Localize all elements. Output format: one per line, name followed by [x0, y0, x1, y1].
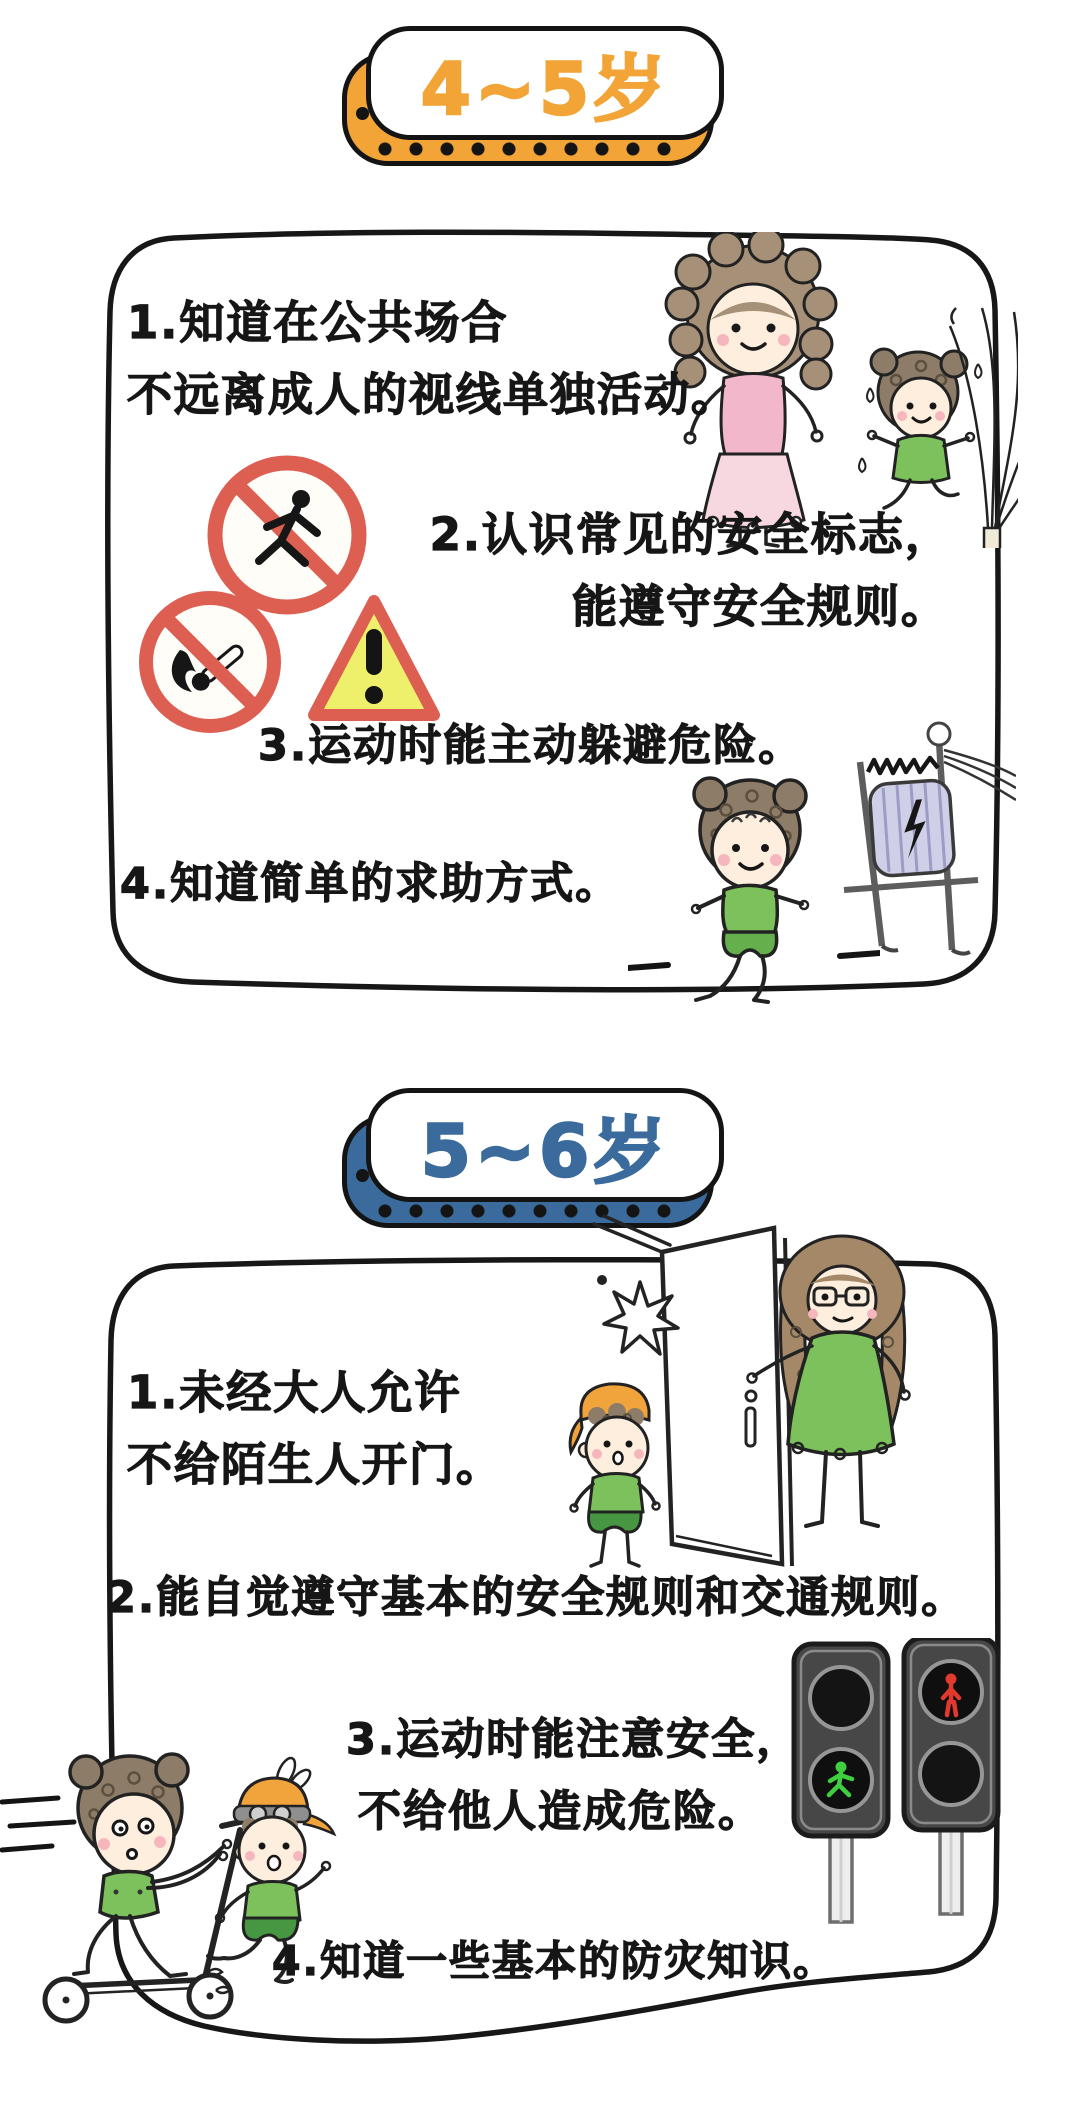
item-1-line-1: 1.知道在公共场合 [127, 296, 509, 349]
scooter-children-illustration [0, 1738, 352, 2070]
item-1-line-2: 不远离成人的视线单独活动。 [127, 368, 739, 421]
warning-triangle-icon [314, 601, 434, 715]
section-title: 4~5岁 [420, 47, 670, 131]
child-at-door-illustration [570, 1384, 659, 1566]
pedestrian-signal-green-icon [794, 1644, 888, 1922]
walking-child-illustration [628, 772, 880, 1020]
banner-pill [366, 26, 724, 140]
item-4: 4.知道一些基本的防灾知识。 [272, 1937, 837, 1985]
pedestrian-signal-red-icon [904, 1638, 998, 1914]
water-fountain-illustration [950, 308, 1018, 548]
running-child-sprinkler-illustration [859, 349, 982, 508]
section-title: 5~6岁 [420, 1109, 670, 1193]
door-knock-illustration [520, 1212, 1020, 1582]
item-3: 3.运动时能主动躲避危险。 [258, 721, 804, 771]
no-fire-sign-icon [146, 598, 274, 726]
no-running-sign-icon [215, 463, 359, 607]
safety-signs-illustration [112, 440, 452, 740]
item-1-line-1: 1.未经大人允许 [127, 1366, 462, 1419]
age-4-5-banner [342, 26, 724, 166]
banner-pill [366, 1088, 724, 1202]
item-2: 2.能自觉遵守基本的安全规则和交通规则。 [106, 1573, 967, 1623]
item-3-line-1: 3.运动时能注意安全， [346, 1715, 802, 1765]
age-5-6-banner [342, 1088, 724, 1228]
item-2-line-1: 2.认识常见的安全标志， [429, 508, 952, 561]
item-3-line-2: 不给他人造成危险。 [358, 1787, 763, 1837]
scooter-child-illustration [45, 1754, 265, 2021]
item-2-line-2: 能遵守安全规则。 [571, 580, 948, 633]
item-4: 4.知道简单的求助方式。 [120, 859, 621, 909]
item-1-line-2: 不给陌生人开门。 [127, 1438, 504, 1491]
pedestrian-signals-illustration [786, 1638, 1008, 1956]
